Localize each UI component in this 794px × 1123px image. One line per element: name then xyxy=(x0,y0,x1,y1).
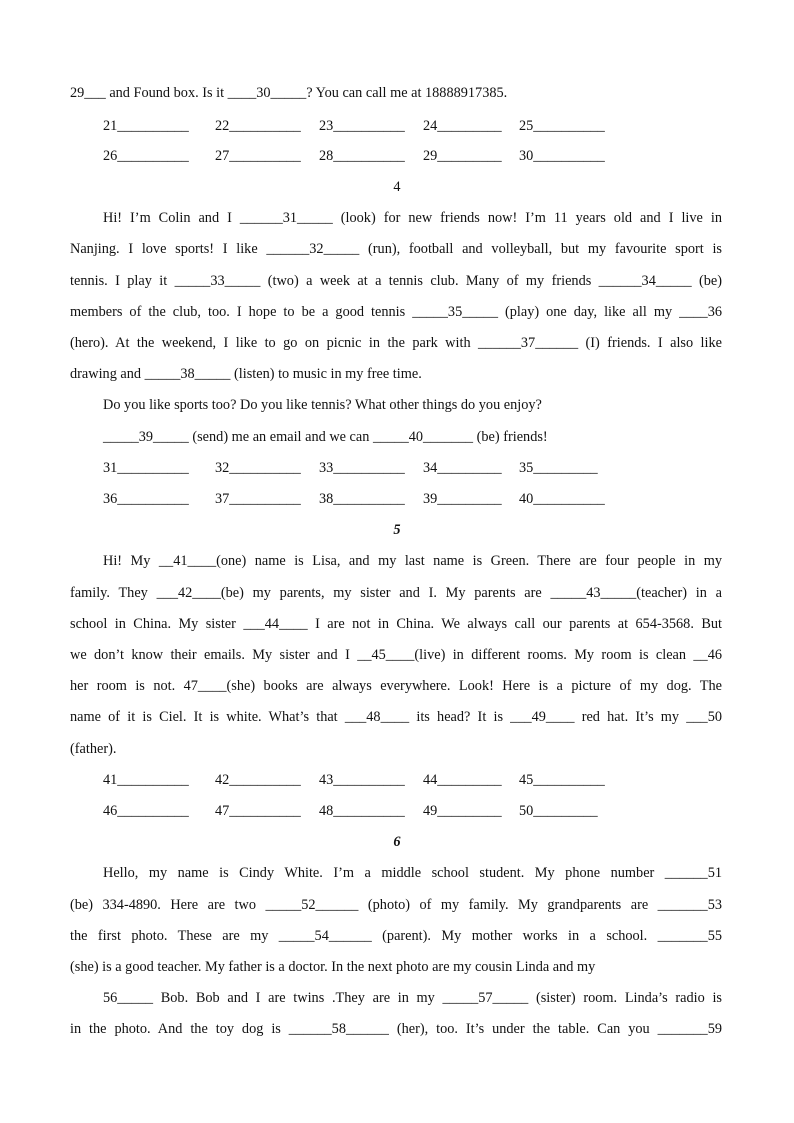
answer-blank[interactable]: 48__________ xyxy=(319,803,405,819)
answer-blank[interactable]: 40__________ xyxy=(519,491,605,507)
answer-blank[interactable]: 33__________ xyxy=(319,460,405,476)
answer-blank[interactable]: 45__________ xyxy=(519,772,605,788)
answer-blank[interactable]: 46__________ xyxy=(103,803,189,819)
answer-blank[interactable]: 26__________ xyxy=(103,148,189,164)
answer-blank[interactable]: 43__________ xyxy=(319,772,405,788)
s5-line-4: we don’t know their emails. My sister and I __45____(live) in different rooms. My room is clean __46 xyxy=(70,647,722,663)
answer-blank[interactable]: 49_________ xyxy=(423,803,502,819)
answer-blank[interactable]: 39_________ xyxy=(423,491,502,507)
answer-blank[interactable]: 23__________ xyxy=(319,118,405,134)
s4-line-2: Nanjing. I love sports! I like ______32_____ (run), football and volleyball, but my favourite sport is xyxy=(70,241,722,257)
s4-line-5: (hero). At the weekend, I like to go on picnic in the park with ______37______ (I) friends. I also like xyxy=(70,335,722,351)
answer-blank[interactable]: 31__________ xyxy=(103,460,189,476)
s5-line-7: (father). xyxy=(70,741,117,757)
s4-line-8: _____39_____ (send) me an email and we can _____40_______ (be) friends! xyxy=(103,429,548,445)
answer-blank[interactable]: 36__________ xyxy=(103,491,189,507)
s6-line-4: (she) is a good teacher. My father is a doctor. In the next photo are my cousin Linda and my xyxy=(70,959,596,975)
s4-line-4: members of the club, too. I hope to be a good tennis _____35_____ (play) one day, like all my ____36 xyxy=(70,304,722,320)
answer-blank[interactable]: 38__________ xyxy=(319,491,405,507)
s4-line-1: Hi! I’m Colin and I ______31_____ (look) for new friends now! I’m 11 years old and I live in xyxy=(103,210,722,226)
s4-line-3: tennis. I play it _____33_____ (two) a week at a tennis club. Many of my friends ______34_____ (be) xyxy=(70,273,722,289)
s6-line-6: in the photo. And the toy dog is ______58______ (her), too. It’s under the table. Can you _______59 xyxy=(70,1021,722,1037)
answer-blank[interactable]: 37__________ xyxy=(215,491,301,507)
answer-blank[interactable]: 35_________ xyxy=(519,460,598,476)
answer-blank[interactable]: 42__________ xyxy=(215,772,301,788)
s6-line-2: (be) 334-4890. Here are two _____52______ (photo) of my family. My grandparents are _______53 xyxy=(70,897,722,913)
s5-line-6: name of it is Ciel. It is white. What’s that ___48____ its head? It is ___49____ red hat. It’s my ___50 xyxy=(70,709,722,725)
section-4-heading: 4 xyxy=(393,179,401,195)
answer-blank[interactable]: 28__________ xyxy=(319,148,405,164)
s5-line-2: family. They ___42____(be) my parents, my sister and I. My parents are _____43_____(teacher) in a xyxy=(70,585,722,601)
s5-line-1: Hi! My __41____(one) name is Lisa, and my last name is Green. There are four people in my xyxy=(103,553,722,569)
answer-blank[interactable]: 30__________ xyxy=(519,148,605,164)
s5-line-5: her room is not. 47____(she) books are always everywhere. Look! Here is a picture of my dog. The xyxy=(70,678,722,694)
answer-blank[interactable]: 27__________ xyxy=(215,148,301,164)
answer-blank[interactable]: 34_________ xyxy=(423,460,502,476)
s4-line-6: drawing and _____38_____ (listen) to music in my free time. xyxy=(70,366,422,382)
answer-blank[interactable]: 50_________ xyxy=(519,803,598,819)
section-6-heading: 6 xyxy=(393,834,401,850)
s4-line-7: Do you like sports too? Do you like tennis? What other things do you enjoy? xyxy=(103,397,542,413)
answer-blank[interactable]: 32__________ xyxy=(215,460,301,476)
s6-line-1: Hello, my name is Cindy White. I’m a middle school student. My phone number ______51 xyxy=(103,865,722,881)
answer-blank[interactable]: 44_________ xyxy=(423,772,502,788)
answer-blank[interactable]: 25__________ xyxy=(519,118,605,134)
s6-line-3: the first photo. These are my _____54______ (parent). My mother works in a school. _______55 xyxy=(70,928,722,944)
section-5-heading: 5 xyxy=(393,522,401,538)
s6-line-5: 56_____ Bob. Bob and I are twins .They are in my _____57_____ (sister) room. Linda’s radio is xyxy=(103,990,722,1006)
answer-blank[interactable]: 22__________ xyxy=(215,118,301,134)
answer-blank[interactable]: 21__________ xyxy=(103,118,189,134)
answer-blank[interactable]: 47__________ xyxy=(215,803,301,819)
answer-blank[interactable]: 41__________ xyxy=(103,772,189,788)
s3-line-top: 29___ and Found box. Is it ____30_____? You can call me at 18888917385. xyxy=(70,85,508,101)
answer-blank[interactable]: 29_________ xyxy=(423,148,502,164)
answer-blank[interactable]: 24_________ xyxy=(423,118,502,134)
s5-line-3: school in China. My sister ___44____ I are not in China. We always call our parents at 654-3568. But xyxy=(70,616,722,632)
